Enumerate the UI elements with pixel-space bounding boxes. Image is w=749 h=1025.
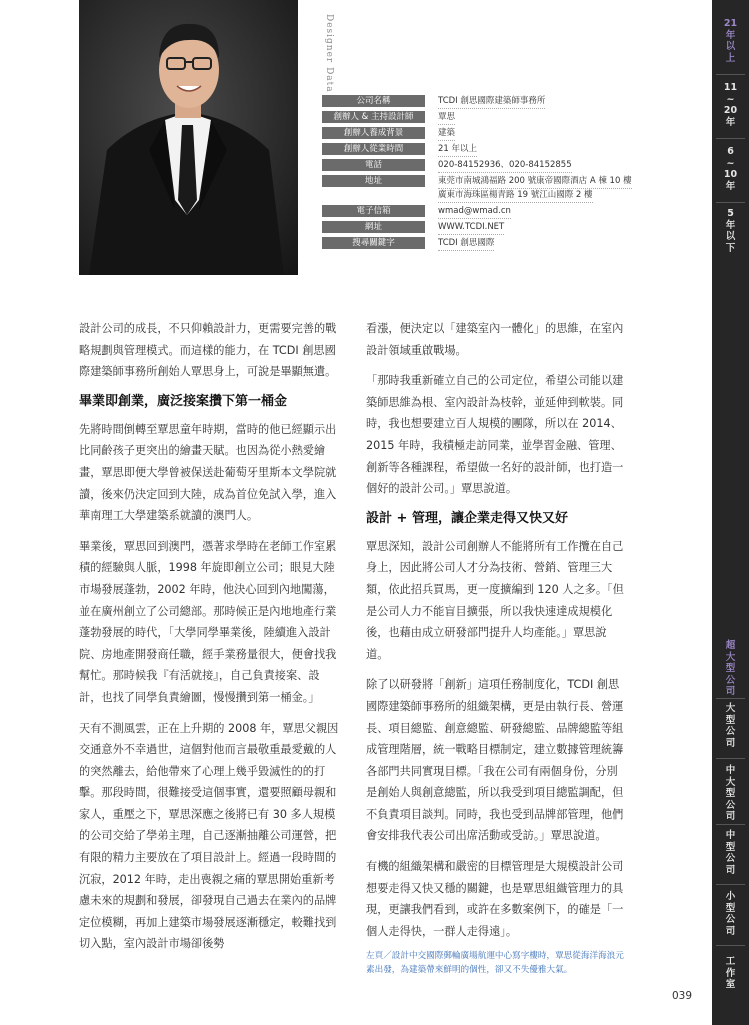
sidebar-char: 20 <box>723 105 738 116</box>
sidebar-char: 年 <box>725 219 736 231</box>
section-heading: 設計 + 管理，讓企業走得又快又好 <box>366 510 568 526</box>
paragraph: 覃思深知，設計公司創辦人不能將所有工作攬在自己身上，因此將公司人才分為技術、營銷、管理三大類，依此招兵買馬，更一度擴編到 120 人之多。「但是公司人力不能盲目擴張，所以我快速達成規模化後，也藉由成立研發部門提升人均產能。」覃思說道。 <box>366 539 624 661</box>
sidebar-tab-mid-company[interactable] <box>712 830 749 876</box>
paragraph: 有機的組織架構和嚴密的目標管理是大規模設計公司想要走得又快又穩的關鍵，也是覃思組織管理力的具現，更讓我們看到，或許在多數案例下，的確是「一個人走得快，一群人走得遠」。 <box>366 860 624 938</box>
info-row-keyword <box>322 237 652 251</box>
info-value <box>438 95 545 109</box>
page-number: 039 <box>672 990 693 1002</box>
sidebar-divider <box>716 884 745 885</box>
sidebar-char: 10 <box>723 169 738 180</box>
info-label: 公司名稱 <box>322 95 425 107</box>
info-value-line: 東莞市南城鴻福路 200 號康帝國際酒店 A 棟 10 樓 <box>438 175 632 189</box>
sidebar-char: 司 <box>725 811 736 822</box>
sidebar-divider <box>716 698 745 699</box>
info-value-line: 020-84152936、020-84152855 <box>438 159 572 173</box>
sidebar-char: 工 <box>725 956 736 967</box>
sidebar-char: 大 <box>725 651 736 663</box>
sidebar-tab-6-10-years[interactable] <box>712 146 749 192</box>
info-row-phone <box>322 159 652 173</box>
sidebar-divider <box>716 74 745 75</box>
info-value <box>438 127 455 141</box>
sidebar-char: ~ <box>726 93 735 105</box>
info-value <box>438 159 572 173</box>
info-value <box>438 175 632 203</box>
info-row-experience <box>322 143 652 157</box>
info-value <box>438 237 494 251</box>
info-value-line: TCDI 創思國際建築師事務所 <box>438 95 545 109</box>
sidebar-char: 作 <box>725 967 736 979</box>
info-value-line: TCDI 創思國際 <box>438 237 494 251</box>
sidebar-char: 公 <box>725 799 736 811</box>
sidebar-tab-5-years-below[interactable] <box>712 208 749 254</box>
sidebar-char: 以 <box>725 231 736 242</box>
info-label: 搜尋關鍵字 <box>322 237 425 249</box>
sidebar-char: 中 <box>725 830 736 841</box>
sidebar-char: 5 <box>727 208 734 219</box>
sidebar-divider <box>716 758 745 759</box>
info-label: 地址 <box>322 175 425 187</box>
info-value-line: 建築 <box>438 127 455 141</box>
sidebar-char: 司 <box>725 686 736 697</box>
sidebar-char: ~ <box>726 157 735 169</box>
paragraph: 看漲，便決定以「建築室內一體化」的思維，在室內設計領域重啟戰場。 <box>366 322 624 357</box>
info-value-line: 21 年以上 <box>438 143 477 157</box>
designer-info-table <box>322 95 652 253</box>
sidebar-char: 小 <box>725 891 736 902</box>
sidebar-char: 司 <box>725 737 736 749</box>
sidebar-tab-small-company[interactable] <box>712 891 749 937</box>
article-right-column <box>366 318 628 977</box>
info-label: 電話 <box>322 159 425 171</box>
designer-portrait-photo <box>79 0 298 275</box>
sidebar-tab-large-company[interactable] <box>712 703 749 749</box>
sidebar-divider <box>716 138 745 139</box>
section-heading: 畢業即創業，廣泛接案攢下第一桶金 <box>79 393 288 409</box>
sidebar-divider <box>716 824 745 825</box>
sidebar-char: 室 <box>725 979 736 990</box>
info-value-line: 覃思 <box>438 111 455 125</box>
paragraph: 天有不測風雲，正在上升期的 2008 年，覃思父親因交通意外不幸過世，這個對他而言最敬重最愛戴的人的突然離去，給他帶來了心理上幾乎毀滅性的的打擊。那段時間，很難接受這個事實，還要照顧母親和家人，重壓之下，覃思深應之後將已有 30 多人規模的公司交給了學弟主理，自己逐漸抽離公司運營，把有限的精力主要放在了項目設計上。經過一段時間的沉寂，2012 年時，走出喪親之痛的覃思開始重新考慮未來的規劃和發展，卻發現自己過去在業內的品牌定位模糊，再加上建築市場發展逐漸穩定，較難找到切入點，室內設計市場卻後勢 <box>79 721 339 951</box>
sidebar-char: 大 <box>725 703 736 714</box>
info-label: 創辦人從業時間 <box>322 143 425 155</box>
info-row-website <box>322 221 652 235</box>
sidebar-divider <box>716 202 745 203</box>
paragraph: 除了以研發將「創新」這項任務制度化，TCDI 創思國際建築師事務所的組織架構，更是由執行長、營運長、項目總監、創意總監、研發總監、品牌總監等組成管理階層，統一戰略目標制定，建立數據管理統籌各部門共同實現目標。「我在公司有兩個身份，分別是創始人與創意總監，所以我受到項目總監調配，但不負責項目談判。同時，我也受到品牌部管理，他們會安排我代表公司出席活動或受訪。」覃思說道。 <box>366 678 624 843</box>
sidebar-tab-extra-large-company[interactable] <box>712 640 749 698</box>
sidebar-char: 大 <box>725 776 736 788</box>
sidebar-char: 6 <box>727 146 734 157</box>
sidebar-char: 公 <box>725 726 736 737</box>
sidebar-char: 以 <box>725 41 736 52</box>
info-value <box>438 143 477 157</box>
sidebar-divider <box>716 945 745 946</box>
sidebar-char: 公 <box>725 914 736 925</box>
info-value-line: WWW.TCDI.NET <box>438 221 504 235</box>
info-row-company <box>322 95 652 109</box>
info-value <box>438 221 504 235</box>
info-value <box>438 205 511 219</box>
paragraph: 「那時我重新確立自己的公司定位，希望公司能以建築師思維為根、室內設計為枝幹，並延伸到軟裝。同時，我也想要建立百人規模的團隊，所以在 2014、2015 年時，我積極走訪同業，並學習金融、管理、創新等各種課程，希望做一名好的設計師，也打造一個好的設計公司。」覃思說道。 <box>366 374 624 496</box>
sidebar-tab-11-20-years[interactable] <box>712 82 749 128</box>
sidebar-char: 公 <box>725 853 736 864</box>
sidebar-char: 型 <box>725 663 736 674</box>
sidebar-char: 年 <box>725 116 736 128</box>
info-row-founder <box>322 111 652 125</box>
sidebar-char: 11 <box>723 82 738 93</box>
sidebar-char: 年 <box>725 180 736 192</box>
article-left-column <box>79 318 341 964</box>
info-value-line: wmad@wmad.cn <box>438 205 511 219</box>
info-label: 網址 <box>322 221 425 233</box>
sidebar-char: 超 <box>725 640 736 651</box>
sidebar-char: 司 <box>725 925 736 937</box>
sidebar-char: 司 <box>725 864 736 876</box>
info-row-background <box>322 127 652 141</box>
info-value <box>438 111 455 125</box>
category-sidebar <box>712 0 749 1025</box>
info-label: 電子信箱 <box>322 205 425 217</box>
info-label: 創辦人養成背景 <box>322 127 425 139</box>
sidebar-tab-21-years-plus[interactable] <box>712 18 749 64</box>
sidebar-char: 年 <box>725 29 736 41</box>
sidebar-char: 下 <box>725 242 736 254</box>
info-label: 創辦人 & 主持設計師 <box>322 111 425 123</box>
sidebar-char: 公 <box>725 674 736 686</box>
photo-caption: 左頁／設計中交國際郵輪廣場航運中心寫字樓時，覃思從海洋海浪元素出發，為建築帶來鮮明的個性，卻又不失優雅大氣。 <box>366 951 624 976</box>
sidebar-char: 型 <box>725 714 736 726</box>
sidebar-char: 型 <box>725 902 736 914</box>
paragraph: 設計公司的成長，不只仰賴設計力，更需要完善的戰略規劃與管理模式。而這樣的能力，在 TCDI 創思國際建築師事務所創始人覃思身上，可說是畢顯無遺。 <box>79 322 337 379</box>
info-row-email <box>322 205 652 219</box>
portrait-illustration <box>79 0 298 275</box>
designer-data-label: Designer Data <box>324 14 334 93</box>
sidebar-tab-studio[interactable] <box>712 956 749 991</box>
paragraph: 先將時間倒轉至覃思童年時期，當時的他已經顯示出比同齡孩子更突出的繪畫天賦。也因為從小熱愛繪畫，覃思即便大學曾被保送赴葡萄牙里斯本文學院就讀，後來仍決定回到大陸，成為首位免試入學，進入華南理工大學建築系就讀的澳門人。 <box>79 422 337 523</box>
sidebar-char: 21 <box>723 18 738 29</box>
sidebar-char: 型 <box>725 841 736 853</box>
info-row-address <box>322 175 652 203</box>
paragraph: 畢業後，覃思回到澳門，憑著求學時在老師工作室累積的經驗與人脈，1998 年旋即創立公司；眼見大陸市場發展蓬勃，2002 年時，他決心回到內地闖蕩，並在廣州創立了公司總部。那時候正是內地地產行業蓬勃發展的時代，「大學同學畢業後，陸續進入設計院、房地產開發商任職，經手業務量很大，便會找我幫忙。那時候我『有活就接』，自己負責接案、設計，也找了同學負責繪圖，慢慢攢到第一桶金。」 <box>79 539 337 704</box>
sidebar-tab-mid-large-company[interactable] <box>712 765 749 823</box>
sidebar-char: 上 <box>725 52 736 64</box>
info-value-line: 廣東市海珠區楊青路 19 號江山國際 2 樓 <box>438 189 593 203</box>
sidebar-char: 型 <box>725 788 736 799</box>
sidebar-char: 中 <box>725 765 736 776</box>
